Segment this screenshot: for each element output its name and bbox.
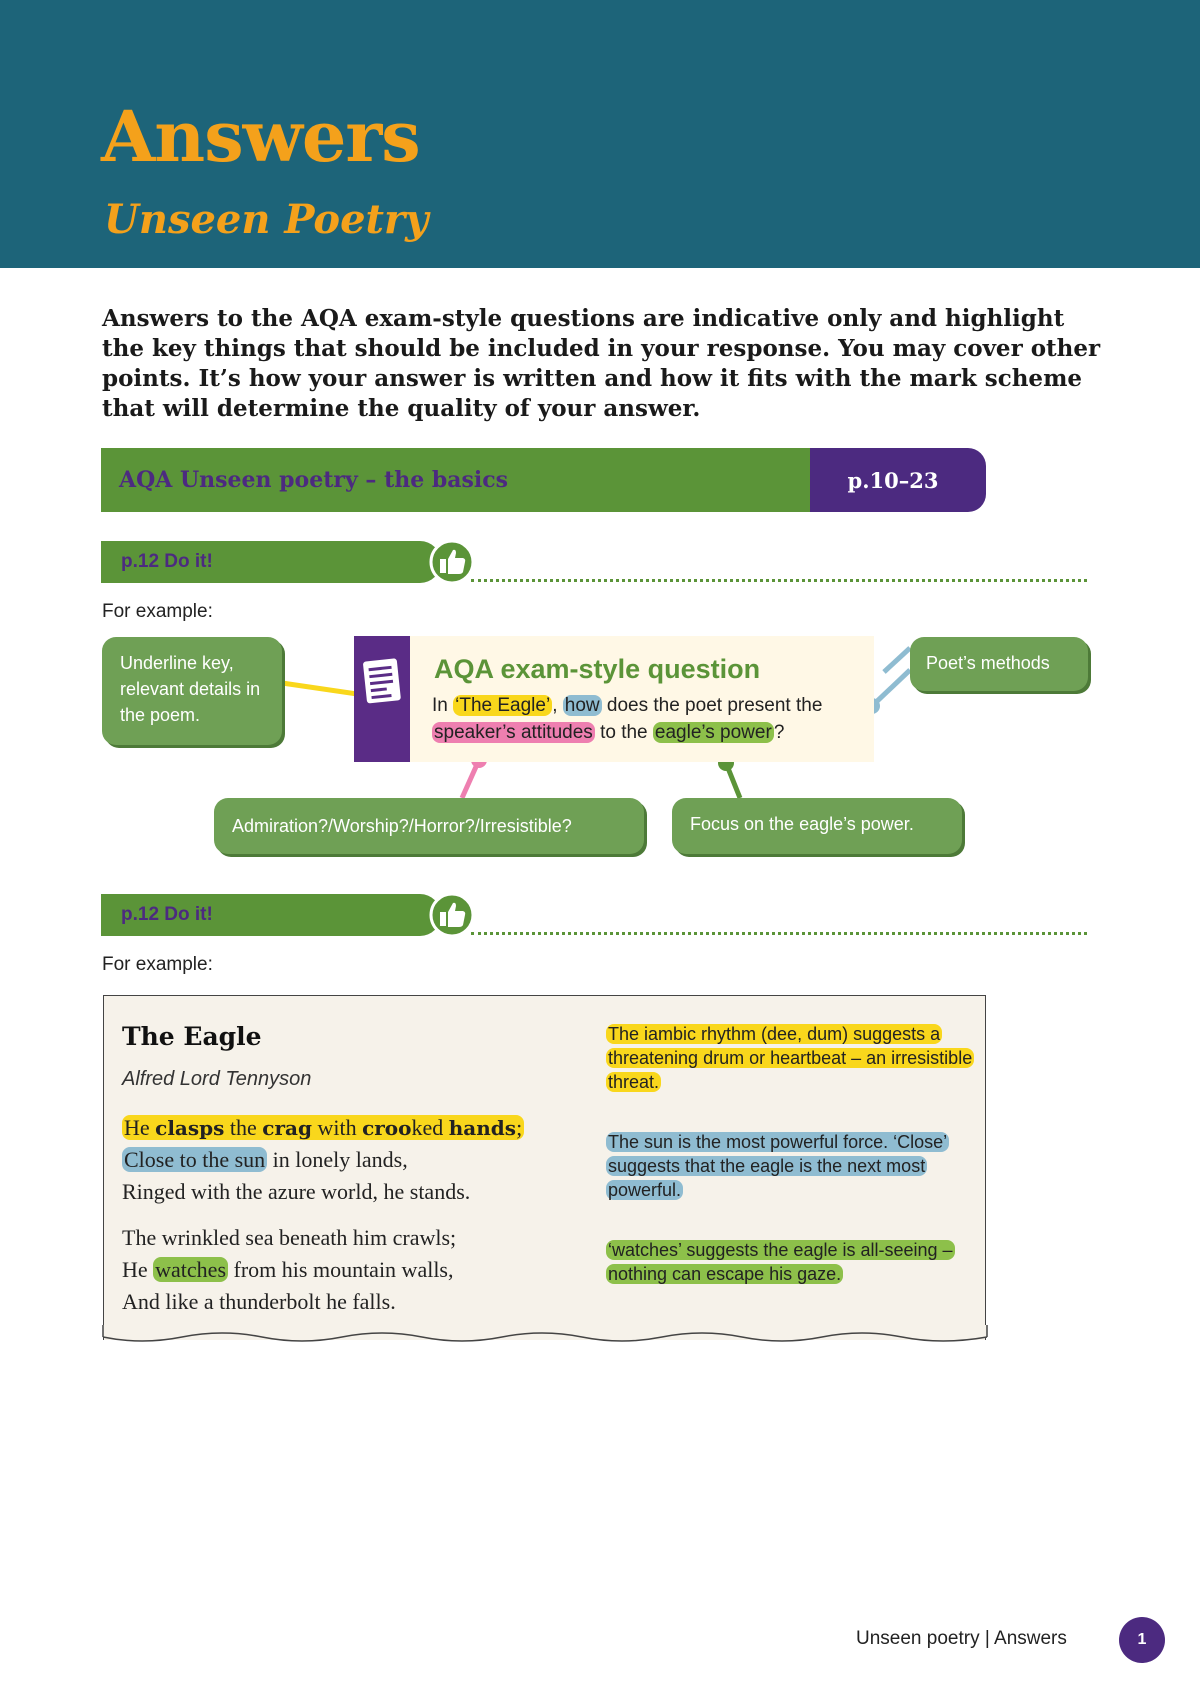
document-icon (354, 636, 410, 762)
poem-note-watches: ‘watches’ suggests the eagle is all-seeing – nothing can escape his gaze. (608, 1240, 953, 1284)
page-subtitle: Unseen Poetry (104, 196, 429, 243)
note-poets-methods: Poet’s methods (910, 637, 1088, 691)
do-it-label: p.12 Do it! (101, 894, 441, 936)
poem-title: The Eagle (122, 1022, 262, 1051)
torn-edge (102, 1325, 988, 1355)
poem-author: Alfred Lord Tennyson (122, 1068, 312, 1090)
highlight-attitudes: speaker’s attitudes (434, 722, 593, 743)
do-it-label: p.12 Do it! (101, 541, 441, 583)
footer-text: Unseen poetry | Answers (856, 1628, 1067, 1649)
section-page-range: p.10–23 (810, 448, 986, 512)
poem-line: He watches from his mountain walls, (122, 1257, 454, 1282)
page-title: Answers (101, 95, 420, 178)
dotted-rule (471, 932, 1087, 935)
highlight-power: eagle’s power (654, 722, 772, 743)
poem-line: And like a thunderbolt he falls. (122, 1289, 396, 1314)
thumbs-up-icon (429, 892, 475, 938)
poem-note-rhythm: The iambic rhythm (dee, dum) suggests a threatening drum or heartbeat – an irresistible threat. (608, 1024, 973, 1092)
poem-line: The wrinkled sea beneath him crawls; (122, 1225, 457, 1250)
poem-note-sun: The sun is the most powerful force. ‘Close’ suggests that the eagle is the next most powerful. (608, 1132, 948, 1200)
note-focus: Focus on the eagle’s power. (672, 798, 962, 854)
poem-line: Ringed with the azure world, he stands. (122, 1179, 471, 1204)
example-label: For example: (102, 601, 213, 622)
note-underline: Underline key, relevant details in the poem. (102, 637, 282, 745)
note-attitudes: Admiration?/Worship?/Horror?/Irresistible? (214, 798, 644, 854)
poem-stanza (122, 1112, 524, 1208)
intro-text: Answers to the AQA exam-style questions are indicative only and highlight the key things that should be included in your response. You may cover other points. It’s how your answer is written and how it fits with the mark scheme that will determine the quality of your answer. (102, 305, 1101, 422)
question-tab (354, 636, 410, 762)
question-heading: AQA exam-style question (434, 654, 761, 684)
poem-stanza (122, 1222, 456, 1318)
section-title-bar: AQA Unseen poetry – the basics (101, 448, 810, 512)
poem-line: He clasps the crag with crooked hands; (124, 1115, 523, 1140)
page-number: 1 (1119, 1617, 1165, 1663)
poem-box (103, 995, 986, 1340)
exam-question-box (354, 636, 874, 762)
question-text: In ‘The Eagle’ , how does the poet present the speaker’s attitudes to the eagle’s power ? (432, 695, 823, 743)
highlight-title: ‘The Eagle’ (455, 695, 551, 716)
do-it-banner (101, 894, 1091, 936)
highlight-how: how (564, 695, 600, 716)
example-label: For example: (102, 954, 213, 975)
poem-line: Close to the sun in lonely lands, (124, 1147, 408, 1172)
